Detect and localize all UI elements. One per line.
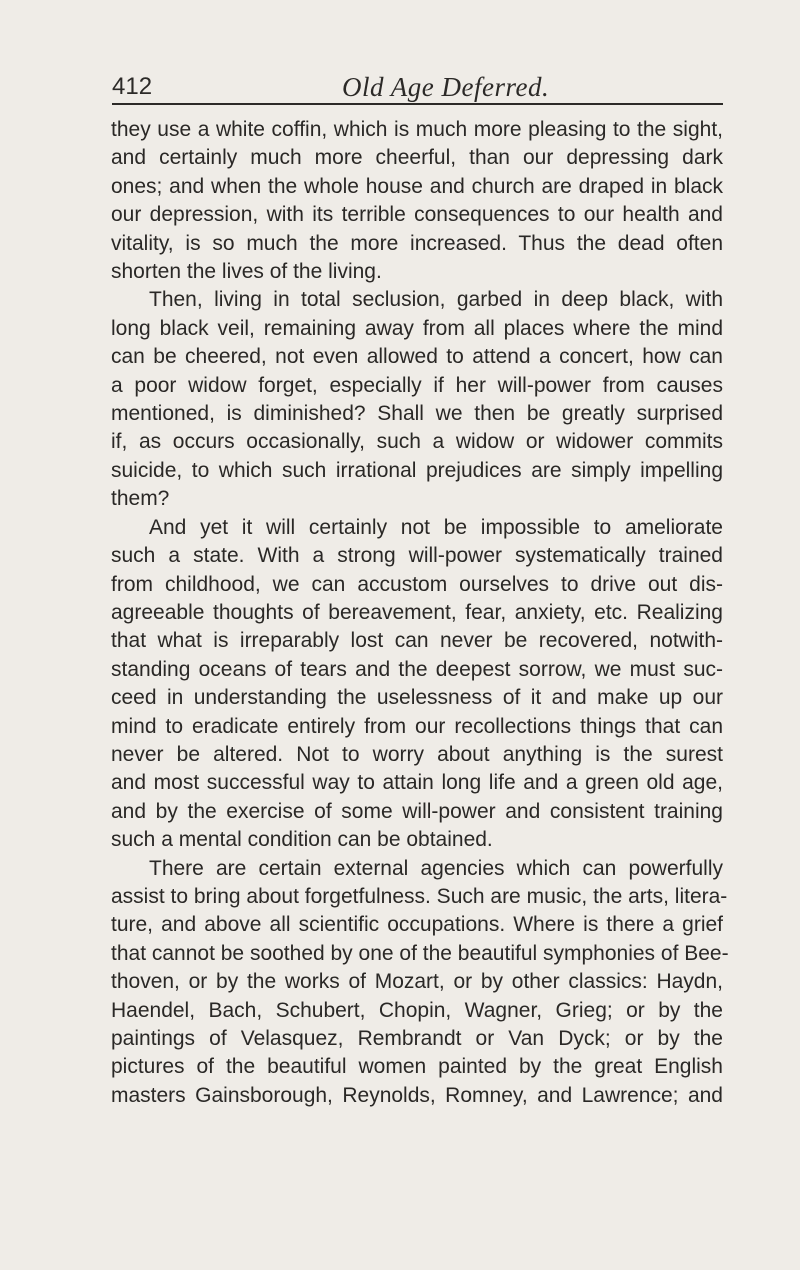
text-line: ture, and above all scientific occupations. Where is there a grief [111,913,723,937]
body-text [111,116,729,1110]
text-line: never be altered. Not to worry about anything is the surest [111,742,723,766]
running-title: Old Age Deferred. [342,72,550,102]
text-line: assist to bring about forgetfulness. Such are music, the arts, litera- [111,884,728,908]
text-line: masters Gainsborough, Reynolds, Romney, and Lawrence; and [111,1083,723,1107]
text-line: Then, living in total seclusion, garbed in deep black, with [149,288,723,312]
text-line: them? [111,487,170,511]
text-line: that cannot be soothed by one of the beautiful symphonies of Bee- [111,941,729,965]
text-line: standing oceans of tears and the deepest sorrow, we must suc- [111,657,723,681]
text-line: pictures of the beautiful women painted by the great English [111,1055,723,1079]
text-line: from childhood, we can accustom ourselves to drive out dis- [111,572,723,596]
text-line: paintings of Velasquez, Rembrandt or Van Dyck; or by the [111,1027,723,1050]
text-line: that what is irreparably lost can never be recovered, notwith- [111,629,723,653]
text-line: and by the exercise of some will-power and consistent training [111,799,723,823]
header-rule [112,103,723,105]
text-line: shorten the lives of the living. [111,260,382,284]
text-line: and most successful way to attain long life and a green old age, [111,771,723,795]
text-line: they use a white coffin, which is much more pleasing to the sight, [111,118,723,141]
text-line: can be cheered, not even allowed to attend a concert, how can [111,345,723,369]
text-line: such a state. With a strong will-power systematically trained [111,544,723,568]
text-line: thoven, or by the works of Mozart, or by other classics: Haydn, [111,970,723,994]
text-line: ceed in understanding the uselessness of it and make up our [111,686,723,710]
text-line: and certainly much more cheerful, than our depressing dark [111,146,723,170]
text-line: suicide, to which such irrational prejudices are simply impelling [111,458,723,482]
text-line: Haendel, Bach, Schubert, Chopin, Wagner, Grieg; or by the [111,998,723,1022]
text-line: long black veil, remaining away from all places where the mind [111,316,723,340]
text-line: such a mental condition can be obtained. [111,828,493,852]
text-line: mentioned, is diminished? Shall we then be greatly surprised [111,402,723,426]
text-line: if, as occurs occasionally, such a widow or widower commits [111,430,723,454]
text-line: a poor widow forget, especially if her will-power from causes [111,373,723,397]
text-line: our depression, with its terrible consequences to our health and [111,203,723,227]
text-line: mind to eradicate entirely from our recollections things that can [111,714,723,738]
page-number: 412 [112,73,153,100]
text-line: agreeable thoughts of bereavement, fear, anxiety, etc. Realizing [111,600,723,624]
text-line: vitality, is so much the more increased. Thus the dead often [111,231,723,255]
text-line: ones; and when the whole house and church are draped in black [111,174,723,198]
text-line: And yet it will certainly not be impossible to ameliorate [149,515,723,539]
page-header [112,72,722,106]
text-line: There are certain external agencies which can powerfully [149,856,723,880]
